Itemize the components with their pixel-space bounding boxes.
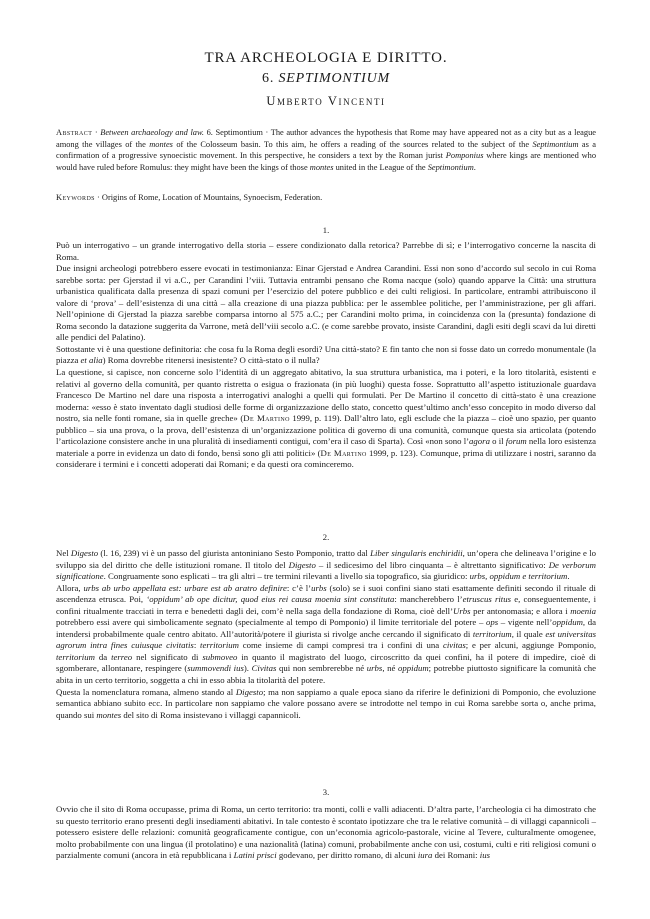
subtitle-italic: SEPTIMONTIUM	[278, 71, 390, 86]
paragraph	[56, 344, 596, 367]
paragraph	[56, 367, 596, 471]
text-run: Questa la nomenclatura romana, almeno stando al	[56, 686, 236, 697]
text-run: qui non sembrerebbe né	[276, 663, 367, 674]
text-run: Ovvio che il sito di Roma occupasse, prima di Roma, un certo territorio: tra monti, colli e valli adiacenti. D’altra parte, l’archeologia ci ha dimostrato che su questo territorio erano presenti degli insediamenti abitativi. In tale contesto è scontato ipotizzare che tra le relative comunità – di villaggi capannicoli – potessero esistere delle relazioni: comunità geograficamente contigue, con un’economia agricolo-pastorale, vicine al Tevere, culturalmente omogenee, molto probabilmente con una lingua (il protolatino) e una nazionalità (latina) comuni, probabilmente anche con usi, costumi, culti e riti religiosi comuni o parzialmente comuni (ancora in età repubblicana i	[56, 804, 596, 861]
text-run: (solo) se i suoi confini siano stati esattamente definiti secondo il rituale di ascendenza etrusca. Poi,	[56, 582, 596, 605]
subtitle-number: 6.	[262, 71, 279, 86]
italic-term: Civitas	[251, 663, 277, 674]
italic-term: Latini prisci	[233, 850, 277, 861]
keywords-label: Keywords	[56, 193, 95, 202]
abstract-term: Septimontium	[427, 162, 474, 172]
text-run: del sito di Roma insistevano i villaggi capannicoli.	[121, 709, 301, 720]
italic-term: ‘oppidum’ ab ope dicitur, quod eius rei causa moenia sint constituta	[146, 594, 395, 605]
text-run: Nel	[56, 548, 71, 558]
text-run: potrebbero essi avere qui simbolicamente segnato (specialmente al tempo di Pomponio) il limite territoriale del potere –	[56, 617, 486, 628]
section-1-body	[56, 240, 596, 471]
paragraph: Può un interrogativo – un grande interrogativo della storia – essere condizionato dalla retorica? Parrebbe di sì; e l’interrogativo concerne la nascita di Roma.	[56, 240, 596, 262]
text-run: : mancherebbero l’	[394, 594, 463, 605]
italic-term: urbs	[366, 663, 383, 674]
text-run: 1999, p. 119). Dall’altro lato, egli esclude che la piazza – cioè uno spazio, per quanto pubblico – sia una prova, o la prova, dell’esistenza di un’organizzazione politica di governo di una comunità, comunque questa sia articolata (potendo l’articolazione consistere anche in una pluralità di insediamenti contigui, com’era il caso di Sparta). Così «non sono l’	[56, 413, 596, 447]
text-run: .	[567, 571, 570, 582]
text-run: , il quale	[511, 628, 546, 639]
text-run: nella loro esistenza materiale a porre in evidenza un dato di fondo, bensì sono gli atti politici» (	[56, 436, 596, 458]
text-run: La questione, si capisce, non concerne solo l’identità di un aggregato abitativo, la sua struttura urbanistica, ma i poteri, e la loro titolarità, esistenti e relativi al governo della comunità, per quanto ristretta o esigua o frazionata (in più luoghi) questa fosse. Soprattutto all’aspetto istituzionale guardava Francesco De Martino nel dare una risposta a interrogativi analoghi a quelli qui formulati. Per De Martino il concetto di città-stato è una creazione moderna: «esso è stato inventato dagli studiosi delle forme di organizzazione dello stato, concetto quest’ultimo anch’esso concepito in modo diverso dal nostro, sia nelle fonti romane, sia in quelle greche» (	[56, 367, 596, 424]
abstract	[56, 127, 596, 173]
italic-term: Digesto	[235, 686, 264, 697]
italic-term: summovendi ius	[187, 663, 244, 674]
text-run: 1999, p. 123). Comunque, prima di utilizzare i nostri, saranno da considerare i termini e i concetti adoperati dai Romani; e da questi ora cominceremo.	[56, 447, 596, 470]
italic-term: Digesto	[288, 559, 316, 570]
text-run: da	[94, 651, 112, 662]
text-run: – vigente nell’	[498, 617, 553, 628]
text-run: dei Romani:	[432, 850, 480, 861]
italic-term: iura	[417, 850, 433, 861]
text-run: – il sedicesimo del libro cinquanta – è altrettanto significativo:	[315, 559, 549, 570]
text-run: nel significato di	[132, 651, 203, 662]
italic-term: urbs	[311, 582, 327, 593]
italic-term: agora	[469, 436, 490, 447]
text-run: ) Roma dovrebbe ritenersi inesistente? O città-stato o il nulla?	[102, 355, 320, 366]
italic-term: Urbs	[453, 605, 471, 616]
italic-term: territorium	[56, 651, 95, 662]
text-run: ; ma non sappiamo a quale epoca siano da riferire le definizioni di Pomponio, che evoluzione semantica abbiano subito ecc. In particolare non sappiamo che valore possano avere se introdotte nel tempo in cui Roma sarebbe sorta o, anche prima, quando sui	[56, 686, 596, 720]
section-number-2: 2.	[322, 532, 330, 542]
section-2-body	[56, 548, 596, 721]
abstract-term: montes	[149, 139, 173, 149]
text-run: ; potrebbe piuttosto significare la comunità che abita in un certo territorio, soggetta a chi in esso abbia la titolarità del potere.	[56, 663, 597, 686]
abstract-title: Between archaeology and law.	[100, 128, 205, 137]
italic-term: et alia	[80, 355, 103, 366]
text-run: come insieme di campi compresi tra i confini di una	[238, 640, 443, 651]
italic-term: territorium	[200, 640, 239, 651]
italic-term: oppidum	[398, 663, 429, 674]
section-3-body	[56, 804, 596, 862]
text-run: ; e per alcuni, aggiunge Pomponio,	[465, 640, 597, 651]
text-run: :	[193, 640, 201, 651]
abstract-separator: ·	[92, 128, 101, 137]
text-run: , da intendersi probabilmente quale centro abitato. All’autorità/potere il giurista si rivolge anche cercando il significato di	[56, 617, 596, 639]
paragraph	[56, 548, 596, 583]
article-title: TRA ARCHEOLOGIA E DIRITTO.	[204, 50, 448, 66]
italic-term: urbs, oppidum e territorium	[469, 571, 568, 582]
abstract-label: Abstract	[56, 128, 93, 137]
italic-term: forum	[505, 436, 527, 447]
text-run: Sottostante vi è una questione definitoria: che cosa fu la Roma degli esordi? Una città-stato? E fin tanto che non si fosse dato un corredo monumentale (la piazza	[56, 343, 596, 366]
italic-term: etruscus ritus	[462, 594, 512, 605]
section-number-3: 3.	[322, 787, 330, 797]
paragraph	[56, 804, 596, 862]
article-subtitle	[56, 71, 596, 87]
text-run: in quanto il magistrato del luogo, circoscritto da quei confini, ha il potere di impedire, cioè di sgomberare, allontanare, respingere (	[56, 651, 596, 674]
italic-term: ius	[479, 850, 491, 861]
paragraph	[56, 687, 596, 722]
citation-author: De Martino	[243, 413, 290, 424]
italic-term: De verborum significatione	[56, 559, 596, 582]
italic-term: ops	[485, 617, 499, 628]
text-run: , né	[382, 663, 399, 674]
author-name: Umberto Vincenti	[266, 94, 386, 108]
text-run: , un’opera che delineava l’origine e lo sviluppo sia del diritto che delle istituzioni romane. Il titolo del	[56, 548, 597, 570]
text-run: Allora,	[56, 582, 84, 593]
text-run: . Congruamente sono esplicati – tra gli altri – tre termini rilevanti a livello sia topografico, sia giuridico:	[103, 571, 470, 582]
keywords-text: · Origins of Rome, Location of Mountains, Synoecism, Federation.	[94, 193, 323, 202]
paragraph	[56, 583, 596, 687]
abstract-term: Septimontium	[532, 139, 579, 149]
italic-term: civitas	[442, 640, 466, 651]
citation-author: De Martino	[320, 447, 367, 458]
keywords	[56, 192, 596, 203]
italic-term: Liber singularis enchiridii	[370, 548, 463, 558]
text-run: per antonomasia; e allora i	[470, 605, 571, 616]
abstract-text: of the Colosseum basin. To this aim, he offers a reading of the sources related to the subject of the	[172, 139, 533, 149]
italic-term: moenia	[570, 605, 596, 616]
italic-term: territorium	[472, 628, 512, 639]
abstract-text: where kings are mentioned who would have ruled before Romulus: they might have been the kings of those	[56, 151, 597, 172]
abstract-text: 6. Septimontium · The author advances the hypothesis that Rome may have appeared not as a city but as a league among the villages of the	[56, 128, 596, 149]
italic-term: submoveo	[202, 651, 238, 662]
text-run: : c’è l’	[286, 582, 312, 593]
abstract-term: montes	[309, 162, 334, 172]
abstract-text: united in the League of the	[333, 162, 428, 172]
abstract-term: Pomponius	[445, 151, 484, 161]
italic-term: oppidum	[552, 617, 583, 628]
text-run: godevano, per diritto romano, di alcuni	[276, 850, 418, 861]
abstract-text: .	[473, 162, 476, 172]
paragraph: Due insigni archeologi potrebbero essere evocati in testimonianza: Einar Gjerstad e Andrea Carandini. Essi non sono d’accordo sul secolo in cui Roma sarebbe sorta: per Gjerstad il vi a.C., per Carandini l’viii. Tuttavia entrambi pensano che Roma nacque (solo) quando apparve la Città: una struttura urbanistica qualificata dalla presenza di spazi comuni per l’esercizio del potere pubblico e dei culti religiosi. In particolare, entrambi attribuiscono il valore di ‘prova’ – dell’esistenza di una città – alla creazione di una piazza pubblica: per le assemblee politiche, per l’amministrazione, per gli affari. Nell’opinione di Gjerstad la piazza sarebbe comparsa intorno al 575 a.C.; per Carandini molto prima, in coincidenza con la (presunta) fondazione di Roma secondo la datazione suggerita da Varrone, metà dell’viii secolo a.C. (e come sarebbe provato, insiste Carandini, dagli esiti degli scavi da lui diretti alle pendici del Palatino).	[56, 263, 596, 343]
text-run: ).	[243, 663, 252, 674]
italic-term: urbs ab urbo appellata est: urbare est ab aratro definire	[83, 582, 287, 593]
abstract-text: as a confirmation of a progressive synoecistic movement. In this perspective, he considers a text by the Roman jurist	[56, 139, 596, 161]
italic-term: montes	[96, 709, 122, 720]
section-number-1: 1.	[322, 225, 330, 235]
text-run: (l. 16, 239) vi è un passo del giurista antoniniano Sesto Pomponio, tratto dal	[98, 548, 371, 558]
text-run: o il	[489, 436, 506, 447]
text-run: e, conseguentemente, i confini ritualmente tracciati in terra e benedetti dagli dei, com’è nella saga della fondazione di Roma, cioè dell’	[56, 594, 597, 616]
italic-term: est universitas agrorum intra fines cuiusque civitatis	[56, 628, 596, 651]
italic-term: Digesto	[70, 548, 99, 558]
italic-term: terreo	[111, 651, 133, 662]
